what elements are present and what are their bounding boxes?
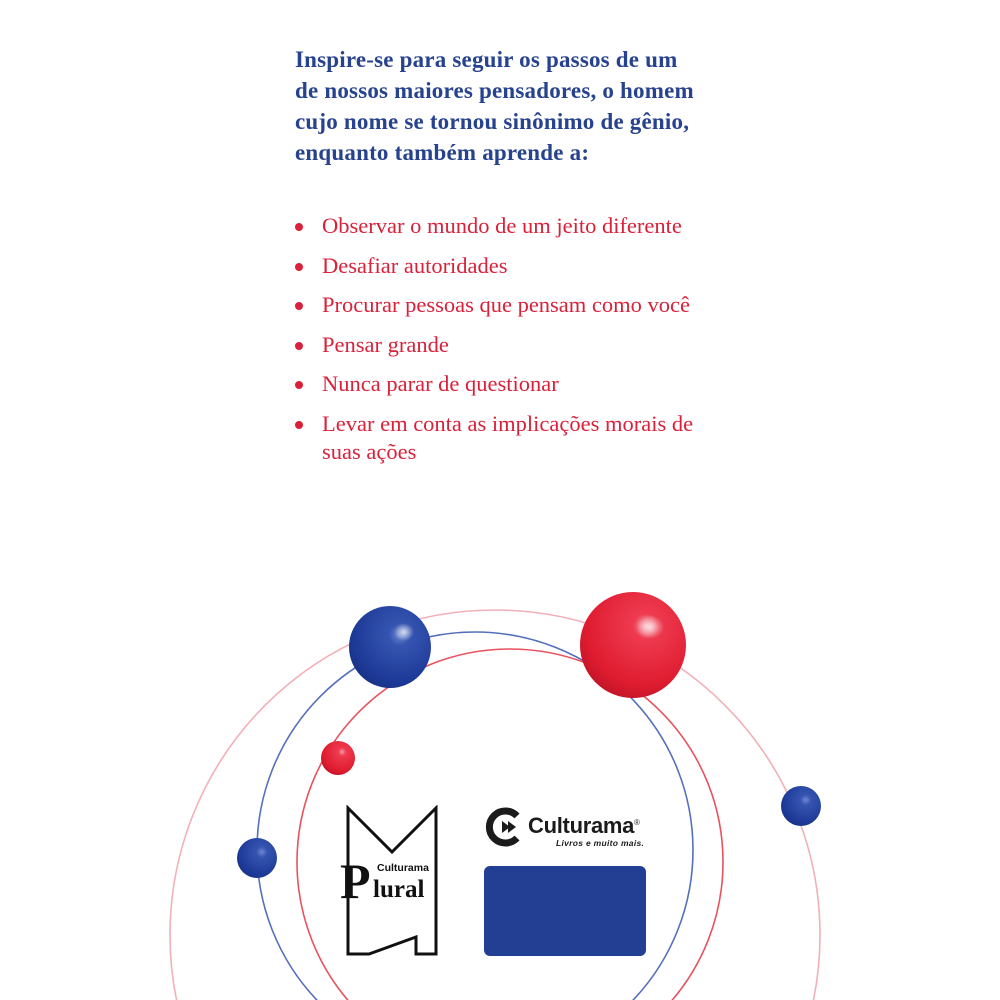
sphere-blue-left (237, 838, 277, 878)
culturama-logo-registered: ® (634, 818, 640, 827)
list-item (295, 331, 735, 359)
list-item (295, 370, 735, 398)
plural-logo-word: lural (373, 876, 425, 903)
intro-paragraph (295, 44, 735, 168)
bullet-icon (295, 302, 303, 310)
culturama-logo-tagline: Livros e muito mais. (556, 838, 645, 848)
list-item-text: Procurar pessoas que pensam como você (322, 292, 691, 317)
list-item (295, 410, 735, 466)
sphere-blue-right (781, 786, 821, 826)
bullet-icon (295, 381, 303, 389)
sphere-blue-large (349, 606, 431, 688)
bullet-icon (295, 223, 303, 231)
intro-line: enquanto também aprende a: (295, 140, 590, 165)
plural-logo-initial: P (340, 853, 371, 909)
list-item-text: Levar em conta as implicações morais de suas ações (322, 410, 694, 464)
intro-line: cujo nome se tornou sinônimo de gênio, (295, 109, 690, 134)
intro-line: de nossos maiores pensadores, o homem (295, 78, 694, 103)
bullet-icon (295, 342, 303, 350)
list-item-text: Pensar grande (322, 331, 449, 357)
sphere-red-large (580, 592, 686, 698)
list-item (295, 252, 735, 280)
blue-placeholder-box (484, 866, 646, 956)
intro-line: Inspire-se para seguir os passos de um (295, 47, 678, 72)
bullet-icon (295, 263, 303, 271)
list-item-text: Desafiar autoridades (322, 252, 508, 278)
plural-logo-small: Culturama (377, 862, 429, 874)
bullet-icon (295, 421, 303, 429)
culturama-logo-icon (484, 807, 524, 847)
list-item (295, 212, 735, 240)
sphere-red-small (321, 741, 355, 775)
skills-list (295, 212, 735, 477)
list-item-text: Observar o mundo de um jeito diferente (322, 213, 682, 238)
list-item (295, 291, 735, 319)
culturama-logo-name: Culturama (528, 813, 635, 838)
list-item-text: Nunca parar de questionar (322, 371, 559, 396)
